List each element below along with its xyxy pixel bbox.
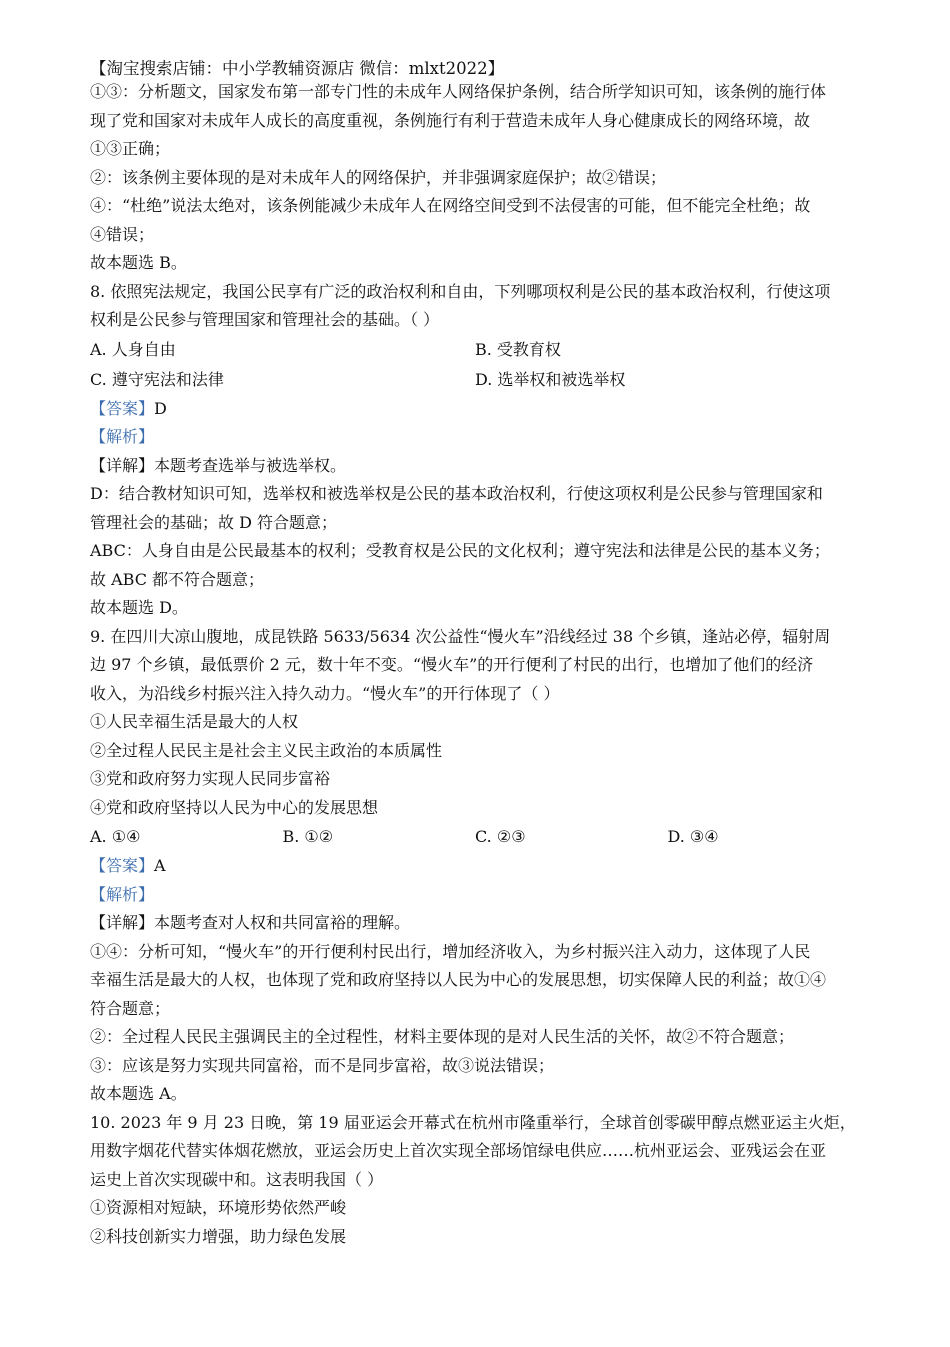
detail-line: 管理社会的基础；故 D 符合题意； [90,512,338,532]
conclusion-line: 故本题选 B。 [90,253,187,272]
text-line: ④：“杜绝”说法太绝对，该条例能减少未成年人在网络空间受到不法侵害的可能，但不能完全杜绝；故 [90,196,811,215]
question-stem: 9. 在四川大凉山腹地，成昆铁路 5633/5634 次公益性“慢火车”沿线经过 38 个乡镇，逢站必停，辐射周 [90,626,831,646]
text-line: ②：该条例主要体现的是对未成年人的网络保护，并非强调家庭保护；故②错误； [90,167,667,187]
question-stem: 用数字烟花代替实体烟花燃放，亚运会历史上首次实现全部场馆绿电供应……杭州亚运会、亚残运会在亚 [90,1141,827,1160]
q7-analysis-block [90,78,860,278]
detail-line: 【详解】本题考查选举与被选举权。 [90,455,347,475]
answer-line [90,852,860,881]
detail-line: 故 ABC 都不符合题意； [90,569,265,589]
detail-line: ②：全过程人民民主强调民主的全过程性，材料主要体现的是对人民生活的关怀，故②不符合题意； [90,1027,795,1046]
options-row [90,335,860,365]
option-a: A. 人身自由 [90,339,176,359]
statement-item: ③党和政府努力实现人民同步富裕 [90,769,331,788]
document-body [90,78,860,1251]
detail-line: ①④：分析可知，“慢火车”的开行便利村民出行，增加经济收入，为乡村振兴注入动力，这体现了人民 [90,941,811,961]
question-stem: 10. 2023 年 9 月 23 日晚，第 19 届亚运会开幕式在杭州市隆重举行，全球首创零碳甲醇点燃亚运主火炬， [90,1112,856,1132]
question-stem: 权利是公民参与管理国家和管理社会的基础。（ ） [90,310,440,329]
text-line: 现了党和国家对未成年人成长的高度重视，条例施行有利于营造未成年人身心健康成长的网络环境，故 [90,110,811,130]
text-line: ④错误； [90,224,155,244]
answer-value: A [154,856,166,875]
option-c: C. 遵守宪法和法律 [90,369,224,389]
option-a: A. ①④ [90,827,141,846]
option-b: B. 受教育权 [475,339,561,359]
detail-line: 【详解】本题考查对人权和共同富裕的理解。 [90,913,411,932]
option-b: B. ①② [282,827,334,846]
conclusion-line: 故本题选 D。 [90,598,188,617]
statement-item: ①资源相对短缺，环境形势依然严峻 [90,1198,347,1217]
statement-item: ④党和政府坚持以人民为中心的发展思想 [90,797,379,817]
text-line: ①③正确； [90,139,171,158]
detail-line: D：结合教材知识可知，选举权和被选举权是公民的基本政治权利，行使这项权利是公民参与管理国家和 [90,484,823,503]
option-c: C. ②③ [475,827,526,846]
answer-value: D [154,398,167,418]
detail-line: 幸福生活是最大的人权，也体现了党和政府坚持以人民为中心的发展思想，切实保障人民的利益；故①④ [90,970,827,989]
answer-tag: 【答案】 [90,398,155,418]
option-d: D. 选举权和被选举权 [475,369,626,389]
detail-line: ABC：人身自由是公民最基本的权利；受教育权是公民的文化权利；遵守宪法和法律是公民的基本义务； [90,541,830,560]
conclusion-line: 故本题选 A。 [90,1084,187,1103]
detail-line: ③：应该是努力实现共同富裕，而不是同步富裕，故③说法错误； [90,1055,555,1075]
option-d: D. ③④ [667,827,719,846]
detail-line: 符合题意； [90,998,171,1018]
statement-item: ②科技创新实力增强，助力绿色发展 [90,1226,347,1246]
statement-item: ②全过程人民民主是社会主义民主政治的本质属性 [90,740,443,760]
options-row [90,365,860,395]
question-stem: 边 97 个乡镇，最低票价 2 元，数十年不变。“慢火车”的开行便利了村民的出行，也增加了他们的经济 [90,655,814,674]
question-9 [90,623,860,1109]
question-stem: 8. 依照宪法规定，我国公民享有广泛的政治权利和自由，下列哪项权利是公民的基本政治权利，行使这项 [90,281,831,301]
question-10 [90,1109,860,1252]
analysis-line [90,423,860,452]
answer-line [90,395,860,424]
question-stem: 运史上首次实现碳中和。这表明我国（ ） [90,1169,384,1189]
question-8 [90,278,860,623]
analysis-line [90,881,860,910]
question-stem: 收入，为沿线乡村振兴注入持久动力。“慢火车”的开行体现了（ ） [90,683,560,703]
answer-tag: 【答案】 [90,856,155,875]
options-row [90,822,860,852]
analysis-tag: 【解析】 [90,884,155,904]
text-line: ①③：分析题文，国家发布第一部专门性的未成年人网络保护条例，结合所学知识可知，该条例的施行体 [90,82,827,101]
watermark-header: 【淘宝搜索店铺：中小学教辅资源店 微信：mlxt2022】 [90,59,505,78]
statement-item: ①人民幸福生活是最大的人权 [90,712,299,731]
analysis-tag: 【解析】 [90,427,155,446]
